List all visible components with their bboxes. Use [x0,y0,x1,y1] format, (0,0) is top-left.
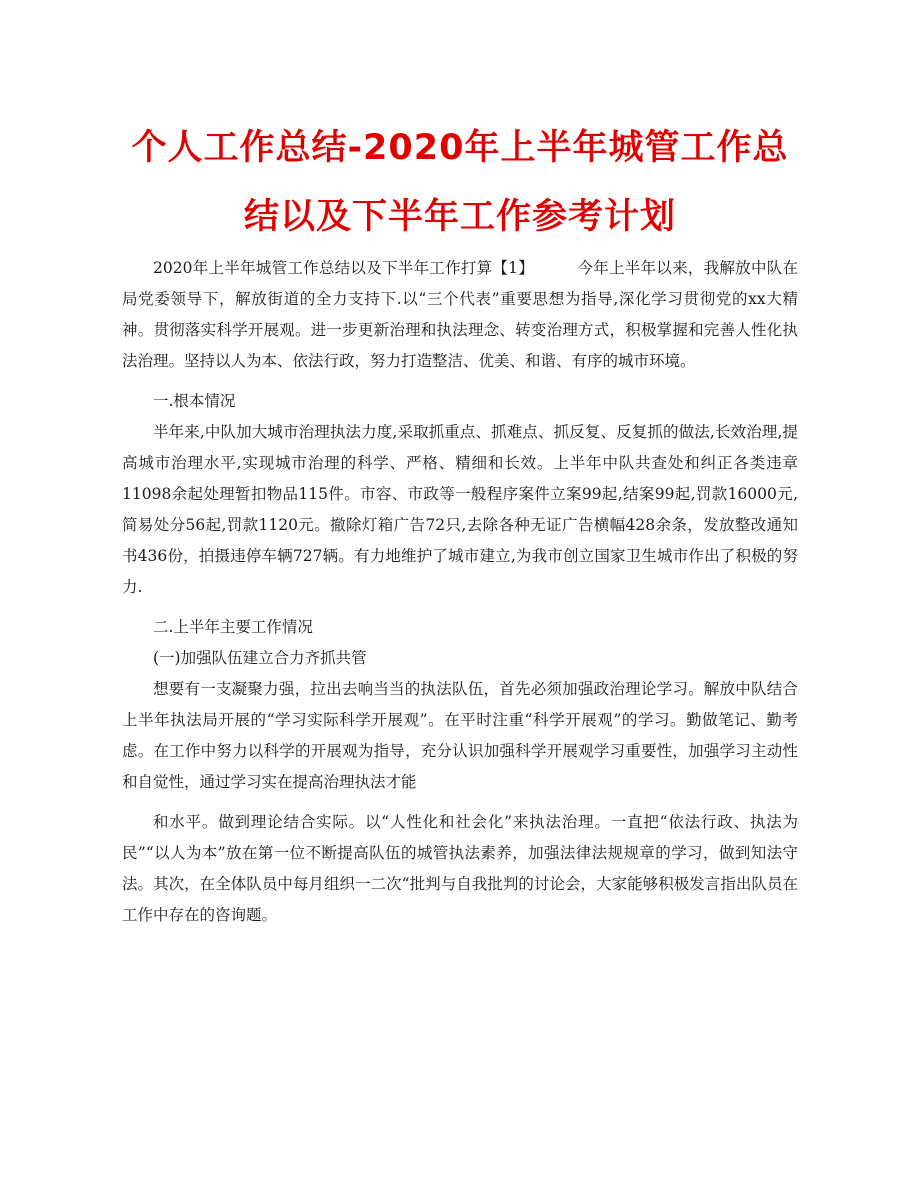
intro-text: 今年上半年以来，我解放中队在局党委领导下，解放街道的全力支持下.以“三个代表”重要思想为指导,深化学习贯彻党的xx大精神。贯彻落实科学开展观。进一步更新治理和执法理念、转变治理方式，积极掌握和完善人性化执法治理。坚持以人为本、依法行政，努力打造整洁、优美、和谐、有序的城市环境。 [122,259,798,370]
subsection-heading-team-building: (一)加强队伍建立合力齐抓共管 [153,649,367,667]
paragraph-basic-situation: 半年来,中队加大城市治理执法力度,采取抓重点、抓难点、抓反复、反复抓的做法,长效治理,提高城市治理水平,实现城市治理的科学、严格、精细和长效。上半年中队共查处和纠正各类违章11098余起处理暂扣物品115件。市容、市政等一般程序案件立案99起,结案99起,罚款16000元,简易处分56起,罚款1120元。撤除灯箱广告72只,去除各种无证广告横幅428余条，发放整改通知书436份，拍摄违停车辆727辆。有力地维护了城市建立,为我市创立国家卫生城市作出了积极的努力. [122,423,798,596]
document-title-line-1: 个人工作总结-2020年上半年城管工作总 [131,128,789,168]
paragraph-theory-practice: 和水平。做到理论结合实际。以“人性化和社会化”来执法治理。一直把“依法行政、执法为民”“以人为本”放在第一位不断提高队伍的城管执法素养，加强法律法规规章的学习，做到知法守法。其次，在全体队员中每月组织一二次“批判与自我批判的讨论会，大家能够积极发言指出队员在工作中存在的咨询题。 [122,813,798,924]
intro-paragraph [122,253,798,377]
intro-heading: 2020年上半年城管工作总结以及下半年工作打算【1】 [153,259,535,277]
paragraph-team-building: 想要有一支凝聚力强，拉出去响当当的执法队伍，首先必须加强政治理论学习。解放中队结合上半年执法局开展的“学习实际科学开展观”。在平时注重“科学开展观”的学习。勤做笔记、勤考虑。在工作中努力以科学的开展观为指导，充分认识加强科学开展观学习重要性，加强学习主动性和自觉性，通过学习实在提高治理执法才能 [122,680,798,791]
section-heading-basic-situation: 一.根本情况 [153,392,236,410]
section-heading-main-work: 二.上半年主要工作情况 [153,618,313,636]
document-title-line-2: 结以及下半年工作参考计划 [243,197,676,237]
document-body [122,253,798,940]
